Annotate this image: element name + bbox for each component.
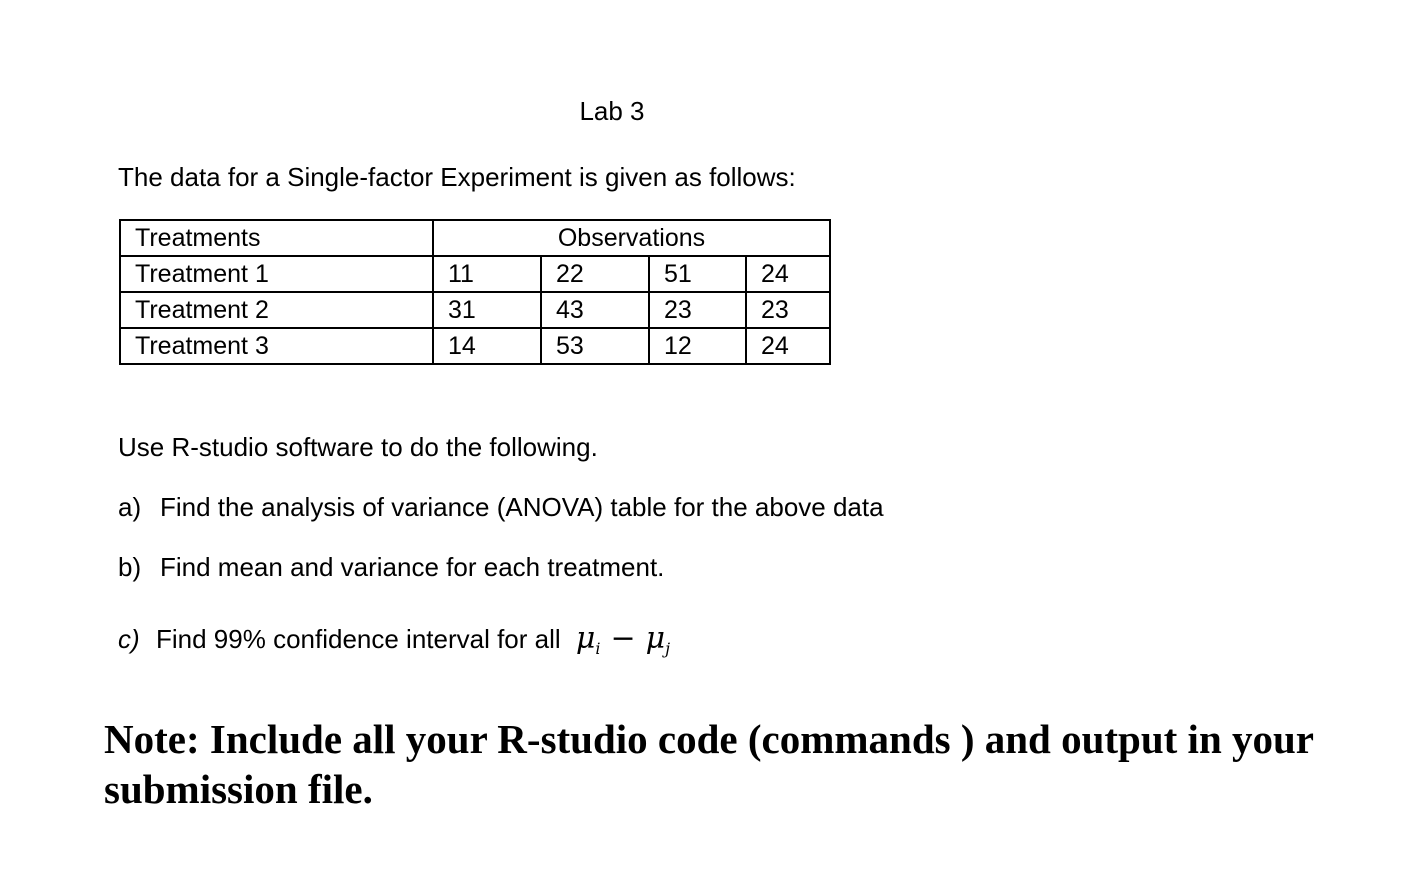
table-row — [120, 328, 830, 364]
observation-cell: 23 — [649, 292, 746, 328]
observation-cell: 11 — [433, 256, 541, 292]
treatment-name: Treatment 2 — [120, 292, 433, 328]
treatment-name: Treatment 1 — [120, 256, 433, 292]
minus-operator: − — [610, 621, 636, 656]
observation-cell: 22 — [541, 256, 649, 292]
task-text: Find the analysis of variance (ANOVA) table for the above data — [160, 492, 884, 522]
observation-cell: 14 — [433, 328, 541, 364]
table-row — [120, 292, 830, 328]
table-row — [120, 256, 830, 292]
document-title: Lab 3 — [579, 96, 645, 126]
observation-cell: 31 — [433, 292, 541, 328]
task-a — [118, 490, 884, 524]
intro-text: The data for a Single-factor Experiment is given as follows: — [118, 162, 796, 192]
observation-cell: 53 — [541, 328, 649, 364]
subscript-i: i — [595, 639, 601, 658]
task-c — [118, 622, 670, 666]
task-marker: b) — [118, 552, 142, 582]
task-marker: a) — [118, 492, 142, 522]
observation-cell: 24 — [746, 328, 830, 364]
observation-cell: 23 — [746, 292, 830, 328]
observation-cell: 12 — [649, 328, 746, 364]
mu-symbol: μ — [575, 621, 596, 656]
task-marker: c) — [118, 624, 140, 654]
subscript-j: j — [665, 639, 671, 658]
header-treatments: Treatments — [120, 220, 433, 256]
mu-symbol: μ — [645, 621, 666, 656]
table-header-row — [120, 220, 830, 256]
task-text: Find mean and variance for each treatment. — [160, 552, 665, 582]
task-b — [118, 550, 664, 584]
mean-difference-formula — [576, 621, 670, 656]
instructions-lead: Use R-studio software to do the following. — [118, 432, 598, 462]
observation-cell: 43 — [541, 292, 649, 328]
task-text: Find 99% confidence interval for all — [156, 624, 561, 654]
observation-cell: 24 — [746, 256, 830, 292]
observations-table — [119, 219, 831, 365]
observation-cell: 51 — [649, 256, 746, 292]
treatment-name: Treatment 3 — [120, 328, 433, 364]
submission-note: Note: Include all your R-studio code (commands ) and output in your submission file. — [104, 716, 1314, 812]
header-observations: Observations — [433, 220, 830, 256]
